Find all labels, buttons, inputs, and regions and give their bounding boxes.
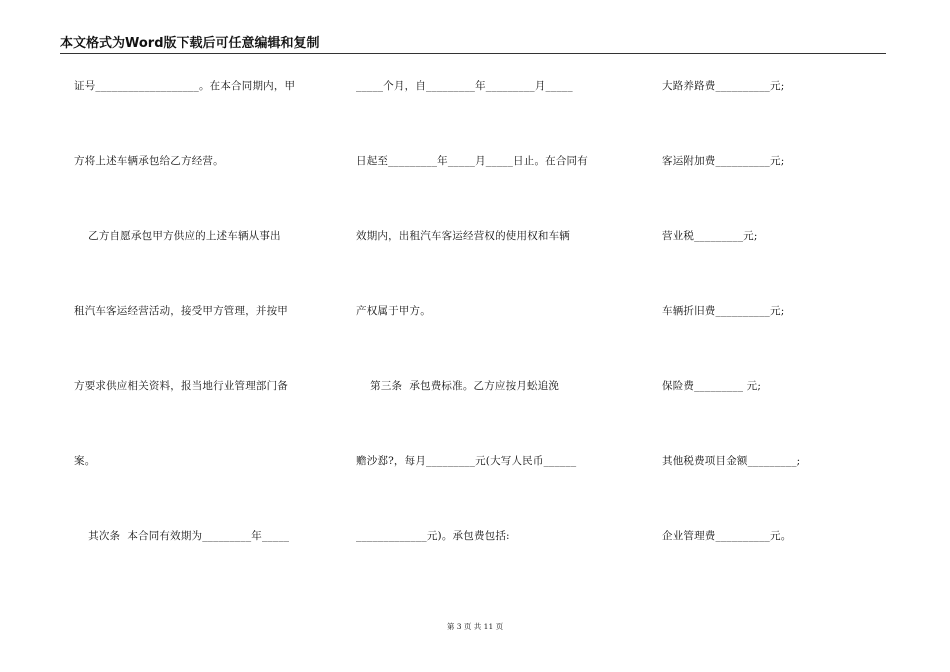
text-line: 企业管理费__________元。: [662, 530, 792, 542]
document-header-title: 本文格式为Word版下载后可任意编辑和复制: [60, 36, 320, 51]
text-line: 方将上述车辆承包给乙方经营。: [74, 155, 224, 167]
text-line: 日起至_________年_____月_____日止。在合同有: [356, 155, 588, 167]
text-line: 证号___________________。在本合同期内，甲: [74, 80, 296, 92]
text-line: 第三条 承包费标准。乙方应按月蚣追浼: [356, 380, 560, 392]
text-line: 其次条 本合同有效期为_________年_____: [74, 530, 290, 542]
text-line: 效期内，出租汽车客运经营权的使用权和车辆: [356, 230, 570, 242]
text-line: 案。: [74, 455, 96, 467]
text-line: 方要求供应相关资料，报当地行业管理部门备: [74, 380, 288, 392]
text-line: 大路养路费__________元;: [662, 80, 785, 92]
text-line: 营业税_________元;: [662, 230, 758, 242]
text-line: 产权属于甲方。: [356, 305, 431, 317]
text-column-left: [74, 0, 324, 672]
page-number-footer: 第 3 页 共 11 页: [446, 622, 504, 631]
text-line: 保险费_________ 元;: [662, 380, 762, 392]
text-line: 其他税费项目金额_________;: [662, 455, 801, 467]
text-line: 客运附加费__________元;: [662, 155, 785, 167]
text-line: 车辆折旧费__________元;: [662, 305, 785, 317]
text-column-middle: [356, 0, 616, 672]
text-line: 租汽车客运经营活动，接受甲方管理，并按甲: [74, 305, 288, 317]
text-column-right: [662, 0, 862, 672]
text-line: 乙方自愿承包甲方供应的上述车辆从事出: [74, 230, 281, 242]
text-line: 赡沙郄?，每月_________元(大写人民币______: [356, 455, 577, 467]
text-line: _____个月，自_________年_________月_____: [356, 80, 573, 92]
text-line: _____________元)。承包费包括:: [356, 530, 510, 542]
